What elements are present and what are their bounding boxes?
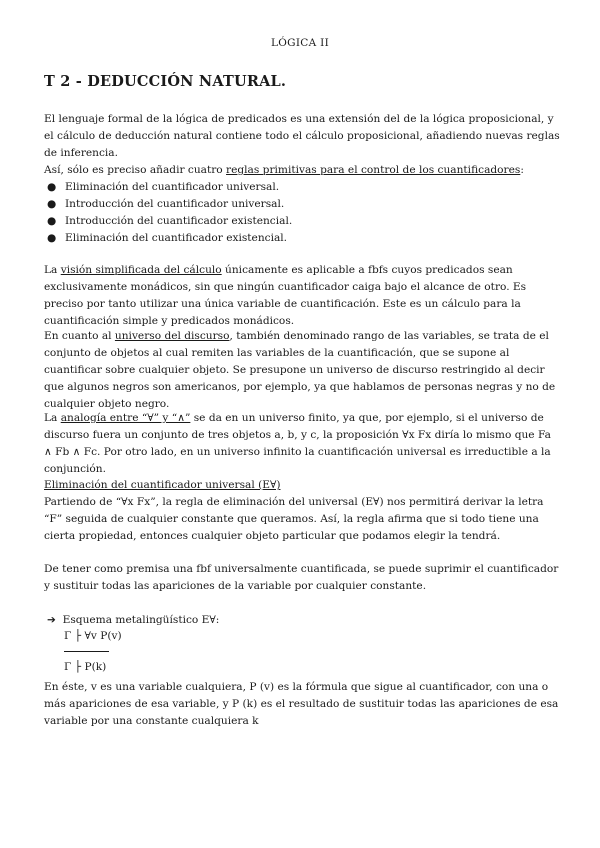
schema-conclusion: Γ ├ P(k) bbox=[64, 661, 107, 673]
page-title: T 2 - DEDUCCIÓN NATURAL. bbox=[44, 73, 287, 90]
rules-intro-paragraph bbox=[44, 162, 560, 179]
analogy-term: analogía entre “∀” y “∧” bbox=[60, 412, 191, 424]
bullet-icon: ● bbox=[47, 215, 57, 227]
schema-label: Esquema metalingüístico E∀: bbox=[62, 614, 220, 626]
intro-paragraph: El lenguaje formal de la lógica de predicados es una extensión del de la lógica proposicional, y el cálculo de deducción natural contiene todo el cálculo proposicional, añadiendo nuevas reglas de inferencia. bbox=[44, 113, 560, 159]
bullet-icon: ● bbox=[47, 232, 57, 244]
bullet-icon: ● bbox=[47, 181, 57, 193]
list-item: ● Introducción del cuantificador existencial. bbox=[44, 213, 560, 230]
premise-paragraph: De tener como premisa una fbf universalmente cuantificada, se puede suprimir el cuantificador y sustituir todas las apariciones de la variable por cualquier constante. bbox=[44, 563, 559, 592]
universe-paragraph: En cuanto al universo del discurso, también denominado rango de las variables, se trata de el conjunto de objetos al cual remiten las variables de la cuantificación, que se supone al cuantificar sobre cualquier objeto. Se presupone un universo de discurso restringido al decir que algunos negros son americanos, por ejemplo, ya que hablamos de personas negras y no de cualquier objeto negro. bbox=[44, 330, 556, 410]
arrow-icon: ➔ bbox=[47, 614, 56, 626]
explanation-paragraph: En éste, v es una variable cualquiera, P (v) es la fórmula que sigue al cuantificador, con una o más apariciones de esa variable, y P (k) es el resultado de sustituir todas las apariciones de esa variable por una constante cualquiera k bbox=[44, 681, 559, 727]
rules-intro-colon: : bbox=[520, 164, 524, 176]
universe-term: universo del discurso bbox=[114, 330, 230, 342]
list-item: ● Eliminación del cuantificador existencial. bbox=[44, 230, 560, 247]
list-item: ● Eliminación del cuantificador universal. bbox=[44, 179, 560, 196]
list-item: ● Introducción del cuantificador universal. bbox=[44, 196, 560, 213]
section-paragraph: Partiendo de “∀x Fx”, la regla de eliminación del universal (E∀) nos permitirá derivar la letra “F” seguida de cualquier constante que queramos. Así, la regla afirma que si todo tiene una cierta propiedad, entonces cualquier objeto particular que podamos elegir la tendrá. bbox=[44, 496, 544, 542]
vision-paragraph: La visión simplificada del cálculo únicamente es aplicable a fbfs cuyos predicados sean exclusivamente monádicos, sin que ningún cuantificador caiga bajo el alcance de otro. Es preciso por tanto utilizar una única variable de cuantificación. Este es un cálculo para la cuantificación simple y predicados monádicos. bbox=[44, 264, 527, 327]
analogy-paragraph: La analogía entre “∀” y “∧” se da en un universo finito, ya que, por ejemplo, si el universo de discurso fuera un conjunto de tres objetos a, b, y c, la proposición ∀x Fx diría lo mismo que Fa ∧ Fb ∧ Fc. Por otro lado, en un universo infinito la cuantificación universal es irreductible a la conjunción. bbox=[44, 412, 551, 475]
bullet-icon: ● bbox=[47, 198, 57, 210]
rules-intro-text: Así, sólo es preciso añadir cuatro bbox=[44, 164, 227, 176]
rules-intro-underlined: reglas primitivas para el control de los cuantificadores bbox=[226, 164, 521, 176]
inference-line bbox=[64, 651, 109, 652]
schema-label-line bbox=[47, 612, 219, 629]
rules-list bbox=[44, 179, 560, 247]
page-header: LÓGICA II bbox=[270, 37, 330, 49]
schema-premise: Γ ├ ∀v P(v) bbox=[64, 630, 122, 642]
vision-term: visión simplificada del cálculo bbox=[60, 264, 222, 276]
section-heading: Eliminación del cuantificador universal (E∀) bbox=[44, 479, 281, 491]
